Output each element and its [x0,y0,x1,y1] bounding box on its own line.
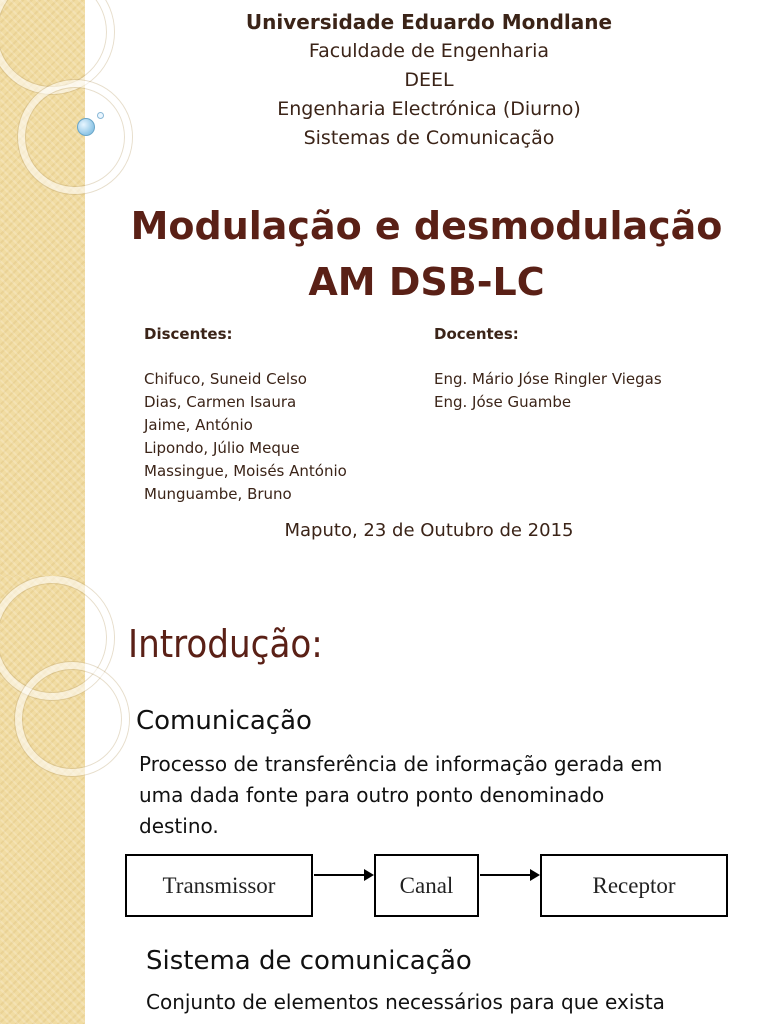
teacher-name: Eng. Mário Jóse Ringler Viegas [434,370,662,388]
student-name: Jaime, António [144,416,253,434]
transmitter-block: Transmissor [125,854,313,917]
student-name: Chifuco, Suneid Celso [144,370,307,388]
university-name: Universidade Eduardo Mondlane [245,10,613,34]
student-name: Munguambe, Bruno [144,485,292,503]
students-heading: Discentes: [144,325,233,343]
definition-line: Conjunto de elementos necessários para que exista [146,990,665,1014]
channel-block: Canal [374,854,479,917]
student-name: Massingue, Moisés António [144,462,347,480]
subject-name: Sistemas de Comunicação [303,127,555,149]
teachers-heading: Docentes: [434,325,519,343]
arrow-icon [480,874,538,876]
section-heading-system: Sistema de comunicação [146,946,472,976]
faculty-name: Faculdade de Engenharia [308,40,550,62]
presentation-date: Maputo, 23 de Outubro de 2015 [284,520,574,541]
arrow-icon [314,874,372,876]
receiver-block: Receptor [540,854,728,917]
presentation-title-line2: AM DSB-LC [308,260,545,304]
department-name: DEEL [404,69,454,91]
course-name: Engenharia Electrónica (Diurno) [277,98,581,120]
definition-line: destino. [139,814,219,838]
definition-line: uma dada fonte para outro ponto denominado [139,783,605,807]
section-heading-communication: Comunicação [136,706,312,736]
decorative-ring [15,662,129,776]
student-name: Lipondo, Júlio Meque [144,439,300,457]
slide-title: Introdução: [128,622,323,666]
definition-line: Processo de transferência de informação gerada em [139,752,663,776]
presentation-title-line1: Modulação e desmodulação [130,204,723,248]
student-name: Dias, Carmen Isaura [144,393,297,411]
introduction-slide [0,576,768,1024]
teacher-name: Eng. Jóse Guambe [434,393,572,411]
